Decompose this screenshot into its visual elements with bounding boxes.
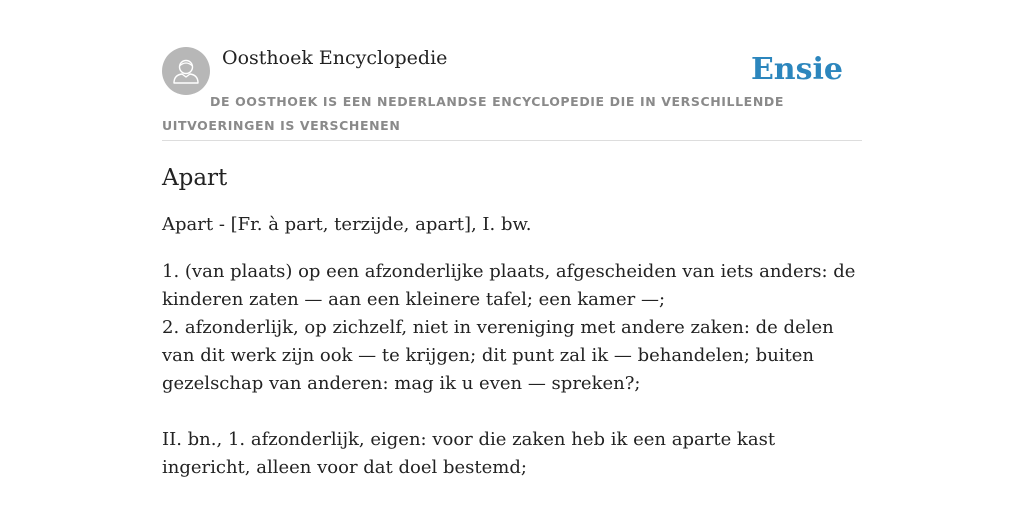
- brand-logo[interactable]: Ensie: [750, 52, 843, 87]
- source-name[interactable]: Oosthoek Encyclopedie: [222, 47, 448, 69]
- entry-body: [162, 258, 862, 482]
- user-icon-svg: [162, 47, 210, 95]
- entry-intro: Apart - [Fr. à part, terzijde, apart], I. bw.: [162, 214, 532, 235]
- source-header: [162, 46, 862, 141]
- entry-content: [162, 160, 862, 482]
- definition-3: II. bn., 1. afzonderlijk, eigen: voor die zaken heb ik een aparte kast ingericht, alleen voor dat doel bestemd;: [162, 429, 776, 478]
- source-description: DE OOSTHOEK IS EEN NEDERLANDSE ENCYCLOPEDIE DIE IN VERSCHILLENDE UITVOERINGEN IS VERSCHENEN: [162, 94, 784, 133]
- user-icon: [162, 47, 210, 95]
- definition-2: 2. afzonderlijk, op zichzelf, niet in vereniging met andere zaken: de delen van dit werk zijn ook — te krijgen; dit punt zal ik — behandelen; buiten gezelschap van anderen: mag ik u even — spreken?;: [162, 317, 834, 394]
- entry-title: Apart: [162, 165, 228, 191]
- definition-1: 1. (van plaats) op een afzonderlijke plaats, afgescheiden van iets anders: de kinderen zaten — aan een kleinere tafel; een kamer —;: [162, 261, 856, 310]
